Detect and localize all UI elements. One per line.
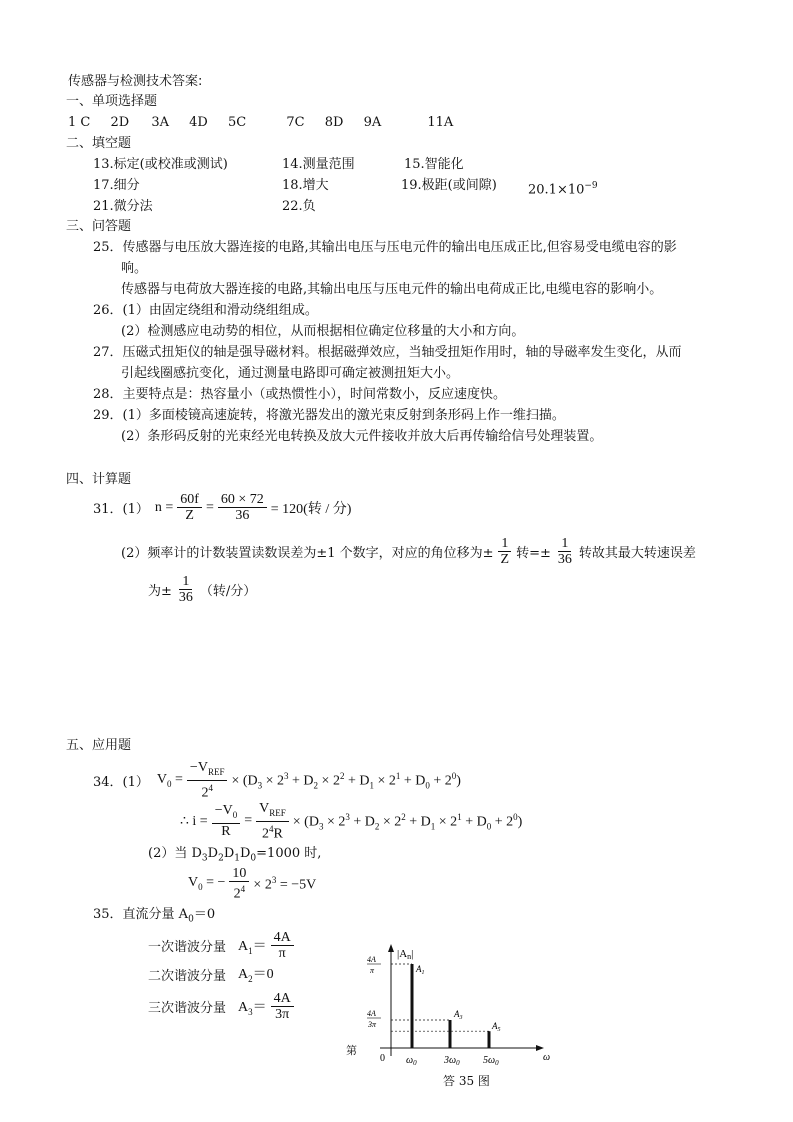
y-axis-label: |An| (397, 948, 414, 961)
svg-text:π: π (370, 966, 375, 975)
answer-34-eq3: $V_0$ = − $\frac{10}{2^4}$ × $2^3 = -5V$ (188, 866, 317, 902)
answer-29-line2: (2）条形码反射的光束经光电转换及放大元件接收并放大后再传输给信号处理装置。 (121, 429, 603, 444)
spectrum-bar-5ω0 (488, 1031, 491, 1048)
bar-label-a3: $A_3$ (454, 1009, 463, 1021)
bar-label-a1: $A_1$ (416, 964, 425, 976)
spectrum-bar-3ω0 (449, 1020, 452, 1048)
x-tick-1: $\omega_0$ (406, 1055, 417, 1067)
answer-28: 28．主要特点是：热容量小（或热惯性小），时间常数小，反应速度快。 (93, 387, 507, 402)
x-tick-3: $3\omega_0$ (444, 1055, 460, 1067)
choice-answers (68, 115, 453, 131)
section-heading-qa: 三、问答题 (66, 219, 132, 234)
answer-25-line3: 传感器与电荷放大器连接的电路,其输出电压与压电元件的输出电荷成正比,电缆电容的影响小。 (121, 282, 663, 297)
spectrum-bar-ω0 (411, 964, 414, 1048)
harmonic-1: 一次谐波分量 $A_1=$ $\frac{4A}{\pi}$ (148, 930, 296, 961)
x-axis-arrow (536, 1045, 544, 1051)
section-heading-choice: 一、单项选择题 (66, 94, 158, 109)
fill-answer-17: 17.细分 (93, 178, 140, 193)
x-axis-label: ω (543, 1052, 550, 1063)
page-title: 传感器与检测技术答案: (68, 74, 203, 89)
answer-31-part3: 为± $\frac{1}{36}$ （转/分） (148, 574, 257, 605)
fill-answer-19: 19.极距(或间隙) (401, 178, 497, 193)
choice-answer: 7C (286, 115, 305, 130)
answer-27-line2: 引起线圈感抗变化，通过测量电路即可确定被测扭矩大小。 (121, 366, 460, 381)
fill-answer-15: 15.智能化 (404, 157, 464, 172)
section-heading-calc: 四、计算题 (66, 472, 132, 487)
fill-answer-18: 18.增大 (282, 178, 329, 193)
y-tick-1 (367, 955, 381, 975)
answer-31-part2: (2）频率计的计数装置读数误差为±1 个数字，对应的角位移为± $\frac{1}{Z}$ 转=± $\frac{1}{36}$ 转故其最大转速误差 (121, 536, 696, 567)
y-axis-arrow (388, 944, 394, 952)
svg-text:3π: 3π (368, 1020, 377, 1029)
figure-caption: 答 35 图 (443, 1074, 490, 1088)
harmonic-3: 三次谐波分量 $A_3=$ $\frac{4A}{3\pi}$ (148, 991, 296, 1022)
svg-text:4A: 4A (367, 955, 376, 964)
bar-label-a5: $A_5$ (492, 1021, 501, 1033)
section-heading-fill: 二、填空题 (66, 136, 132, 151)
answer-29-line1: 29．(1）多面棱镜高速旋转，将激光器发出的激光束反射到条形码上作一维扫描。 (93, 408, 565, 423)
choice-answer: 5C (228, 115, 247, 130)
choice-answer: 1 C (68, 115, 91, 130)
fill-answer-22: 22.负 (282, 199, 316, 214)
fill-answer-14: 14.测量范围 (282, 157, 355, 172)
answer-25-line2: 响。 (121, 261, 148, 276)
choice-answer: 11A (427, 115, 454, 130)
figure-side-note: 第 (346, 1044, 357, 1057)
origin-label: 0 (380, 1053, 385, 1064)
choice-answer: 9A (363, 115, 382, 130)
answer-34-eq2: ∴ i = $\frac{-V_0}{R}$ = $\frac{V_{REF}}{2^4R}$ × $(D_3 \times 2^3 + D_2 \times 2^2 + D_1 \times 2^1 + D_0 + 2^0)$ (180, 801, 523, 842)
fill-answer-13: 13.标定(或校准或测试) (93, 157, 228, 172)
choice-answer: 8D (324, 115, 344, 130)
section-heading-app: 五、应用题 (66, 738, 132, 753)
fill-answer-20: $20.1\times 10^{-9}$ (528, 181, 598, 198)
answer-34-eq1: 34．(1） $V_0$ = $\frac{-V_{REF}}{2^4}$ × $(D_3 \times 2^3 + D_2 \times 2^2 + D_1 \times 2^1 + D_0 + 2^0)$ (93, 760, 461, 801)
answer-31-formula: 31．(1） n = $\frac{60f}{Z}$ = $\frac{60 \times 72}{36}$ = 120(转 / 分) (93, 492, 352, 523)
x-tick-5: $5\omega_0$ (483, 1055, 499, 1067)
answer-25-line1: 25．传感器与电压放大器连接的电路,其输出电压与压电元件的输出电压成正比,但容易受电缆电容的影 (93, 240, 677, 255)
answer-27-line1: 27．压磁式扭矩仪的轴是强导磁材料。根据磁弹效应，当轴受扭矩作用时，轴的导磁率发生变化，从而 (93, 345, 682, 360)
answer-26-line2: (2）检测感应电动势的相位，从而根据相位确定位移量的大小和方向。 (121, 324, 525, 339)
answer-35-dc: 35．直流分量 $A_0=0$ (93, 907, 216, 925)
svg-text:4A: 4A (367, 1009, 376, 1018)
harmonic-2: 二次谐波分量 $A_2=0$ (148, 967, 274, 984)
spectrum-chart (360, 940, 550, 1090)
choice-answer: 4D (189, 115, 208, 130)
answer-26-line1: 26．(1）由固定绕组和滑动绕组组成。 (93, 303, 318, 318)
spectrum-figure (360, 940, 550, 1090)
y-tick-3 (367, 1009, 381, 1029)
fill-answer-21: 21.微分法 (93, 199, 153, 214)
answer-34-part2: (2）当 $D_3D_2D_1D_0=1000$ 时, (148, 846, 322, 864)
choice-answer: 2D (110, 115, 130, 130)
choice-answer: 3A (151, 115, 170, 130)
